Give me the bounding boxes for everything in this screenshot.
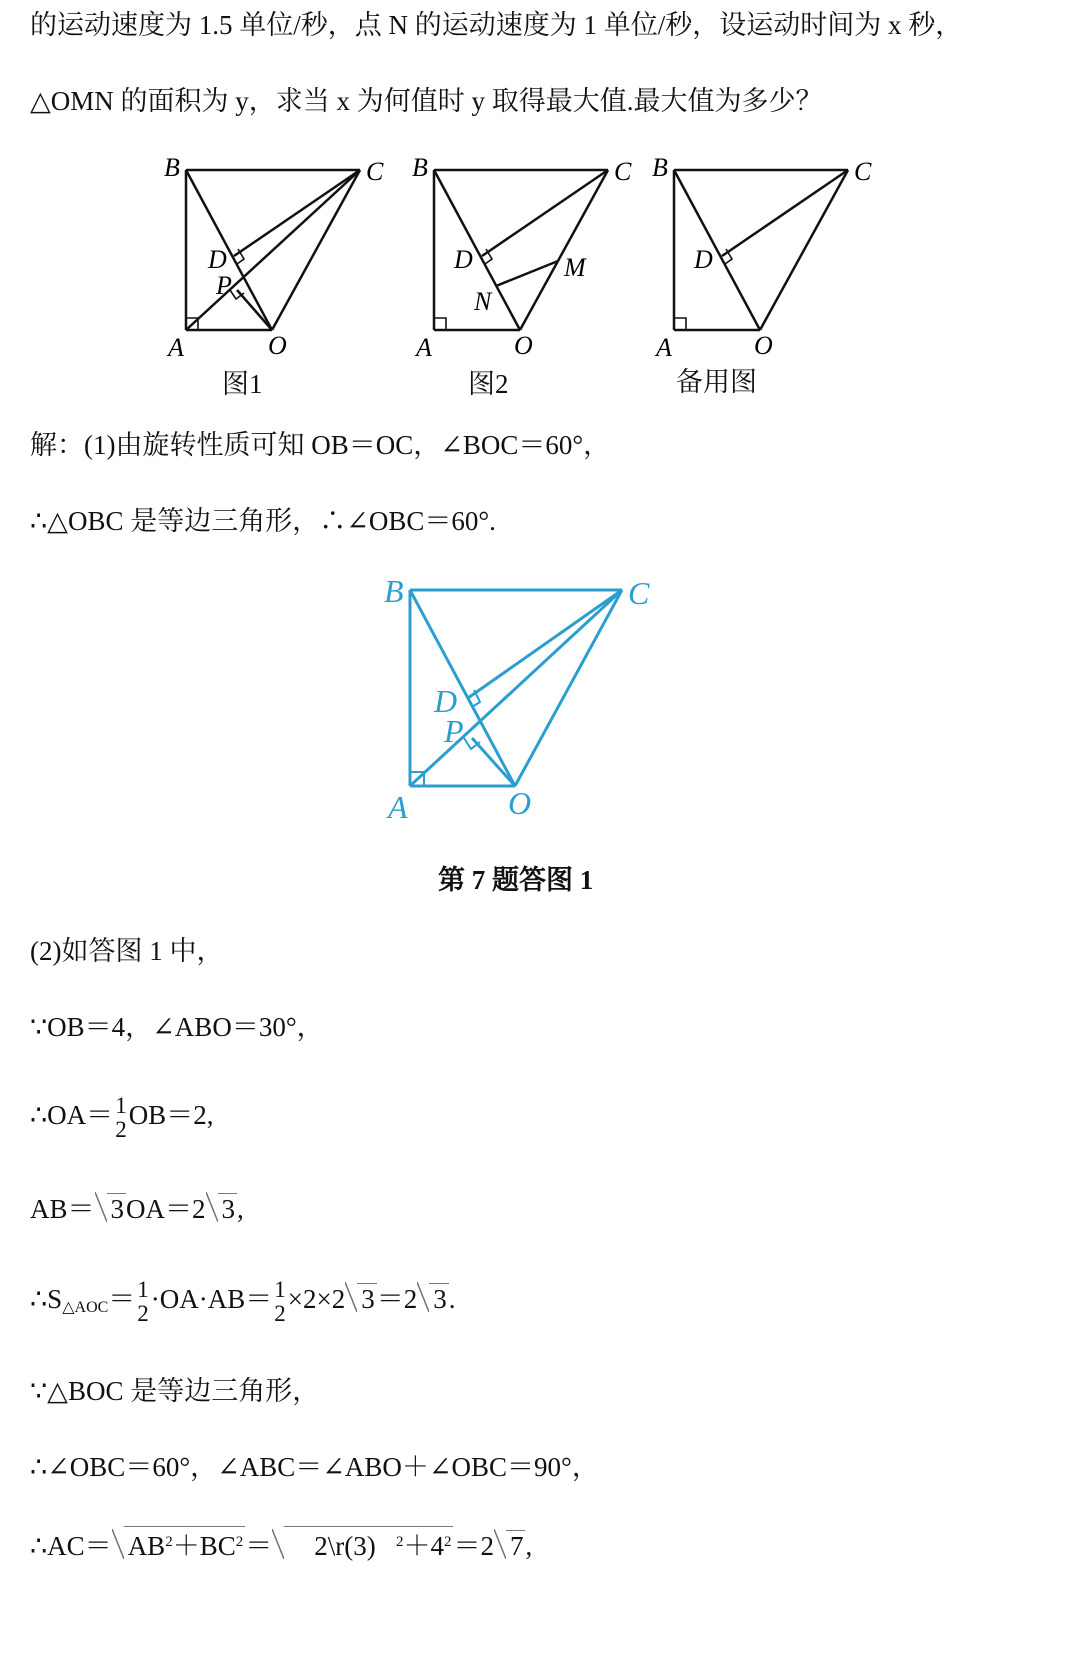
oa-fraction bbox=[114, 1094, 128, 1142]
ab-sqrt-1: 3 bbox=[107, 1193, 127, 1224]
fig3-label-o: O bbox=[754, 331, 773, 360]
area-fraction-2 bbox=[273, 1278, 287, 1326]
answer-fig-label-p: P bbox=[444, 713, 464, 749]
fig3-label-d: D bbox=[694, 245, 713, 274]
fig3-label-c: C bbox=[854, 157, 872, 186]
ab-prefix: AB＝ bbox=[30, 1194, 95, 1224]
answer-fig-label-b: B bbox=[384, 573, 404, 609]
oa-suffix: OB＝2, bbox=[128, 1100, 214, 1131]
problem-line-2: △OMN 的面积为 y，求当 x 为何值时 y 取得最大值.最大值为多少？ bbox=[30, 86, 823, 116]
area-fraction-2-den: 2 bbox=[274, 1301, 286, 1326]
area-fraction-1-den: 2 bbox=[137, 1301, 149, 1326]
area-mid-2: ×2×2 bbox=[287, 1284, 346, 1315]
solution-part2-intro: (2)如答图 1 中， bbox=[30, 936, 224, 966]
solution-since-ob: ∵OB＝4，∠ABO＝30°， bbox=[30, 1012, 324, 1042]
fig3-label-b: B bbox=[652, 153, 668, 182]
fig1-label-a: A bbox=[168, 333, 184, 362]
ac-eq-2: ＝2 bbox=[453, 1531, 494, 1561]
fig2-label-c: C bbox=[614, 157, 632, 186]
solution-since-equilateral: ∵△BOC 是等边三角形， bbox=[30, 1376, 320, 1406]
ac-sup-c: 2 bbox=[395, 1534, 404, 1550]
area-sqrt-1: 3 bbox=[357, 1283, 377, 1314]
problem-line-1: 的运动速度为 1.5 单位/秒，点 N 的运动速度为 1 单位/秒，设运动时间为 x 秒， bbox=[30, 10, 963, 40]
answer-fig-label-a: A bbox=[388, 789, 408, 825]
fig2-label-n: N bbox=[474, 287, 492, 316]
oa-denominator: 2 bbox=[115, 1117, 127, 1142]
fig3-label-a: A bbox=[656, 333, 672, 362]
solution-part1-line1: 解：(1)由旋转性质可知 OB＝OC，∠BOC＝60°， bbox=[30, 430, 611, 460]
ac-sup-a: 2 bbox=[165, 1534, 173, 1550]
ab-middle: OA＝2 bbox=[126, 1194, 206, 1224]
ac-sqrt-2-term: 2\r(3) bbox=[314, 1531, 376, 1561]
fig2-label-o: O bbox=[514, 331, 533, 360]
area-fraction-1 bbox=[136, 1278, 150, 1326]
solution-oa bbox=[30, 1094, 213, 1142]
answer-fig-label-c: C bbox=[628, 575, 650, 611]
solution-ab bbox=[30, 1192, 244, 1226]
answer-figure bbox=[370, 566, 690, 841]
fig2-label-b: B bbox=[412, 153, 428, 182]
area-subscript: △AOC bbox=[62, 1299, 109, 1317]
ac-sqrt-2 bbox=[284, 1526, 453, 1561]
figure-2-caption: 图2 bbox=[468, 369, 509, 399]
ac-prefix: ∴AC＝ bbox=[30, 1531, 112, 1561]
oa-numerator: 1 bbox=[115, 1093, 127, 1118]
ac-plus-4: ＋4 bbox=[403, 1531, 444, 1561]
ac-plus-bc: ＋BC bbox=[172, 1531, 236, 1561]
ac-sqrt-1-ab: AB bbox=[127, 1531, 166, 1561]
ac-suffix: , bbox=[525, 1531, 533, 1561]
area-prefix: ∴S bbox=[30, 1284, 63, 1315]
figure-3-caption: 备用图 bbox=[676, 367, 757, 397]
answer-fig-label-d: D bbox=[434, 683, 458, 719]
fig1-label-o: O bbox=[268, 331, 287, 360]
area-sqrt-2: 3 bbox=[429, 1283, 449, 1314]
fig2-label-d: D bbox=[454, 245, 473, 274]
fig1-label-p: P bbox=[216, 271, 232, 300]
area-mid-3: ＝2 bbox=[376, 1284, 418, 1315]
ac-sqrt-1 bbox=[124, 1526, 246, 1561]
solution-area bbox=[30, 1278, 456, 1326]
solution-part1-line2: ∴△OBC 是等边三角形，∴∠OBC＝60°. bbox=[30, 506, 496, 536]
area-suffix: . bbox=[448, 1284, 456, 1315]
figure-2 bbox=[408, 148, 648, 413]
fig1-label-c: C bbox=[366, 157, 384, 186]
ab-sqrt-2: 3 bbox=[218, 1193, 238, 1224]
area-fraction-2-num: 1 bbox=[274, 1277, 286, 1302]
solution-ac bbox=[30, 1526, 532, 1563]
fig1-label-d: D bbox=[208, 245, 227, 274]
solution-angles: ∴∠OBC＝60°，∠ABC＝∠ABO＋∠OBC＝90°， bbox=[30, 1452, 599, 1482]
ac-eq: ＝ bbox=[245, 1531, 273, 1561]
fig2-label-m: M bbox=[564, 253, 586, 282]
ac-sqrt-3: 7 bbox=[506, 1530, 526, 1561]
answer-fig-label-o: O bbox=[508, 785, 532, 821]
answer-figure-caption: 第 7 题答图 1 bbox=[438, 865, 594, 895]
area-eq: ＝ bbox=[108, 1284, 136, 1315]
ac-sup-d: 2 bbox=[443, 1534, 452, 1550]
fig1-label-b: B bbox=[164, 153, 180, 182]
fig2-label-a: A bbox=[416, 333, 432, 362]
ac-sup-b: 2 bbox=[235, 1534, 244, 1550]
ab-suffix: , bbox=[237, 1194, 244, 1224]
oa-prefix: ∴OA＝ bbox=[30, 1100, 114, 1131]
figure-1-caption: 图1 bbox=[222, 369, 263, 399]
area-fraction-1-num: 1 bbox=[137, 1277, 149, 1302]
area-mid-1: ·OA·AB＝ bbox=[150, 1284, 273, 1315]
figure-1 bbox=[160, 148, 400, 413]
